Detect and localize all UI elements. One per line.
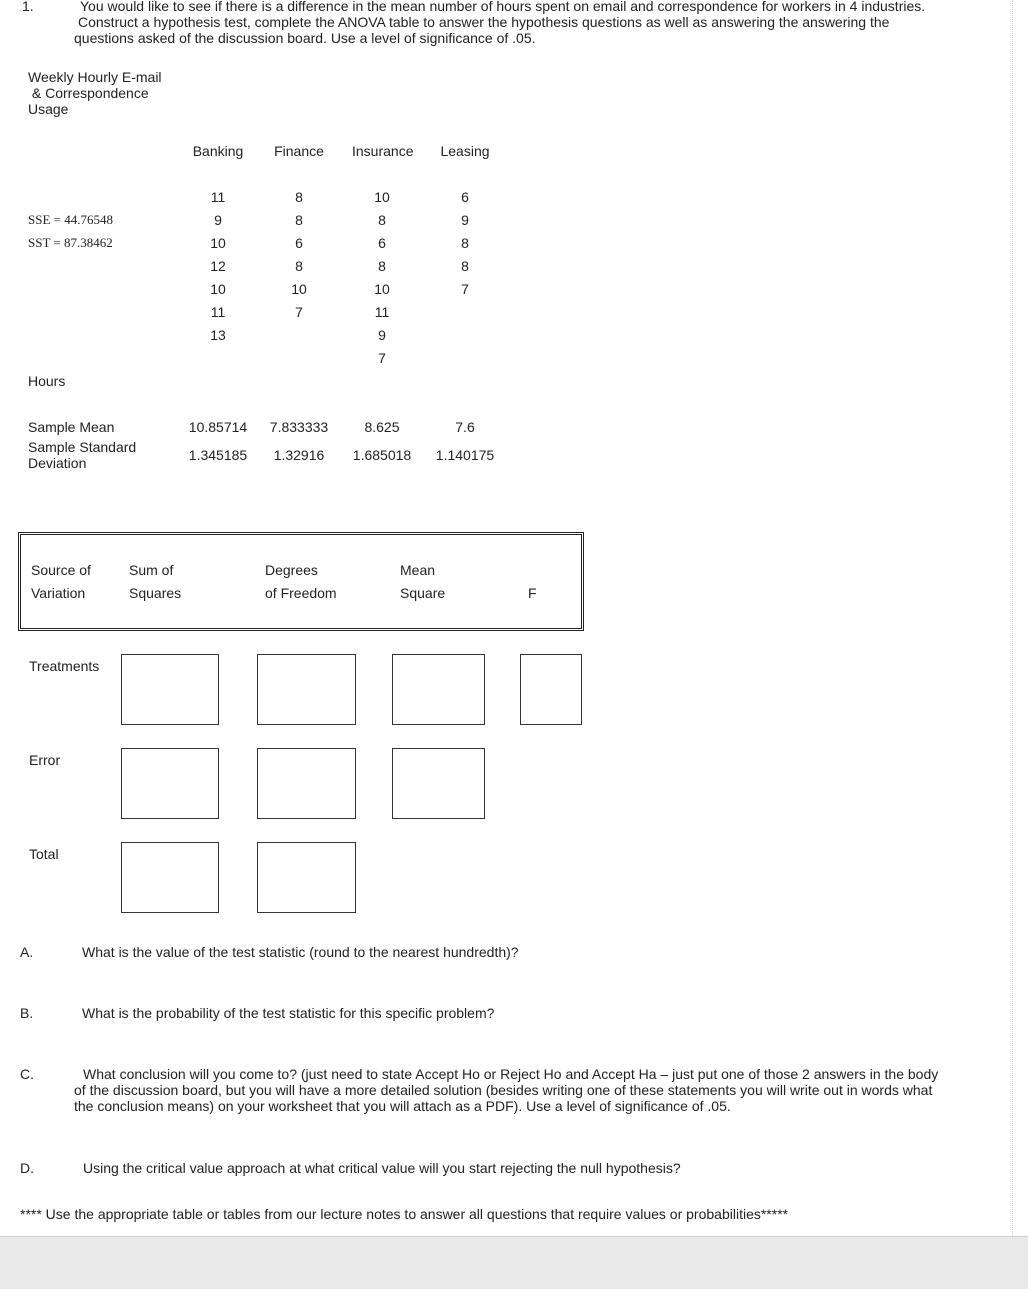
question-a-text: What is the value of the test statistic (round to the nearest hundredth)? [82,944,519,960]
question-letter: D. [20,1160,34,1176]
data-cell: 9 [378,327,386,343]
sample-sd-value: 1.140175 [435,447,495,463]
data-cell: 12 [210,258,226,274]
hours-label: Hours [28,373,66,389]
table-title-line: Usage [28,101,69,117]
treatments-ss-input[interactable] [121,654,219,725]
industry-header: Finance [274,143,324,159]
sample-sd-value: 1.345185 [188,447,248,463]
sample-sd-value: 1.32916 [273,447,325,463]
treatments-f-input[interactable] [520,654,582,725]
data-cell: 8 [295,189,303,205]
anova-row-treatments: Treatments [29,658,100,674]
question-line: You would like to see if there is a difference in the mean number of hours spent on email and correspondence for workers in 4 industries. [80,0,926,14]
question-number: 1. [22,0,34,14]
footer-note: **** Use the appropriate table or tables from our lecture notes to answer all questions that require values or probabilities***** [20,1206,789,1222]
sample-sd-value: 1.685018 [352,447,412,463]
sample-mean-value: 7.833333 [269,419,329,435]
table-title-line: & Correspondence [28,85,149,101]
question-line: Construct a hypothesis test, complete the ANOVA table to answer the hypothesis questions as well as answering the answering the [78,14,890,30]
question-letter: A. [20,944,34,960]
treatments-ms-input[interactable] [392,654,485,725]
anova-header-ms: Square [400,585,446,601]
data-cell: 10 [210,281,226,297]
table-title-line: Weekly Hourly E-mail [28,69,162,85]
industry-header: Banking [192,143,244,159]
data-cell: 11 [210,304,226,320]
sse-value: SSE = 44.76548 [28,212,113,227]
anova-header-ss: Sum of [129,562,174,578]
question-c-text [74,1066,938,1114]
data-cell: 6 [461,189,469,205]
error-df-input[interactable] [257,748,356,819]
question-text [74,0,994,46]
sample-mean-value: 10.85714 [188,419,248,435]
data-cell: 6 [295,235,303,251]
question-letter: B. [20,1005,34,1021]
data-cell: 8 [461,258,469,274]
industry-header: Insurance [352,143,414,159]
industry-header: Leasing [440,143,490,159]
question-letter: C. [20,1066,34,1082]
data-cell: 8 [378,258,386,274]
anova-header-ss: Squares [129,585,182,601]
data-cell: 7 [295,304,303,320]
data-cell: 10 [374,281,390,297]
sample-sd-label: Sample Standard [28,439,137,455]
sample-mean-value: 7.6 [455,419,475,435]
anova-header [18,532,584,631]
anova-header-df: of Freedom [265,585,337,601]
question-b-text: What is the probability of the test statistic for this specific problem? [82,1005,495,1021]
question-c-line: of the discussion board, but you will have a more detailed solution (besides writing one of these statements you will write out in words what [74,1082,933,1098]
data-cell: 8 [295,212,303,228]
data-cell: 11 [210,189,226,205]
data-cell: 13 [210,327,226,343]
anova-header-ms: Mean [400,562,436,578]
data-cell: 10 [210,235,226,251]
data-cell: 8 [295,258,303,274]
page-edge [1012,0,1013,1236]
data-cell: 7 [378,350,386,366]
data-cell: 10 [291,281,307,297]
question-c-line: What conclusion will you come to? (just need to state Accept Ho or Reject Ho and Accept Ha – just put one of those 2 answers in the body [83,1066,939,1082]
question-d-text: Using the critical value approach at what critical value will you start rejecting the null hypothesis? [83,1160,681,1176]
anova-row-total: Total [29,846,59,862]
anova-header-f: F [528,585,537,601]
data-cell: 9 [214,212,222,228]
anova-header-source: Source of [31,562,91,578]
question-c-line: the conclusion means) on your worksheet that you will attach as a PDF). Use a level of significance of .05. [74,1098,731,1114]
sample-mean-label: Sample Mean [28,419,115,435]
bottom-bar [0,1236,1028,1289]
question-line: questions asked of the discussion board. Use a level of significance of .05. [74,30,536,46]
anova-header-source: Variation [31,585,86,601]
total-df-input[interactable] [257,842,356,913]
data-cell: 7 [461,281,469,297]
sample-sd-label: Deviation [28,455,87,471]
anova-header-df: Degrees [265,562,318,578]
treatments-df-input[interactable] [257,654,356,725]
data-cell: 8 [378,212,386,228]
data-cell: 9 [461,212,469,228]
error-ms-input[interactable] [392,748,485,819]
data-cell: 11 [374,304,390,320]
error-ss-input[interactable] [121,748,219,819]
total-ss-input[interactable] [121,842,219,913]
data-cell: 8 [461,235,469,251]
sample-mean-value: 8.625 [364,419,400,435]
data-cell: 10 [374,189,390,205]
sst-value: SST = 87.38462 [28,235,113,250]
data-cell: 6 [378,235,386,251]
anova-row-error: Error [29,752,61,768]
